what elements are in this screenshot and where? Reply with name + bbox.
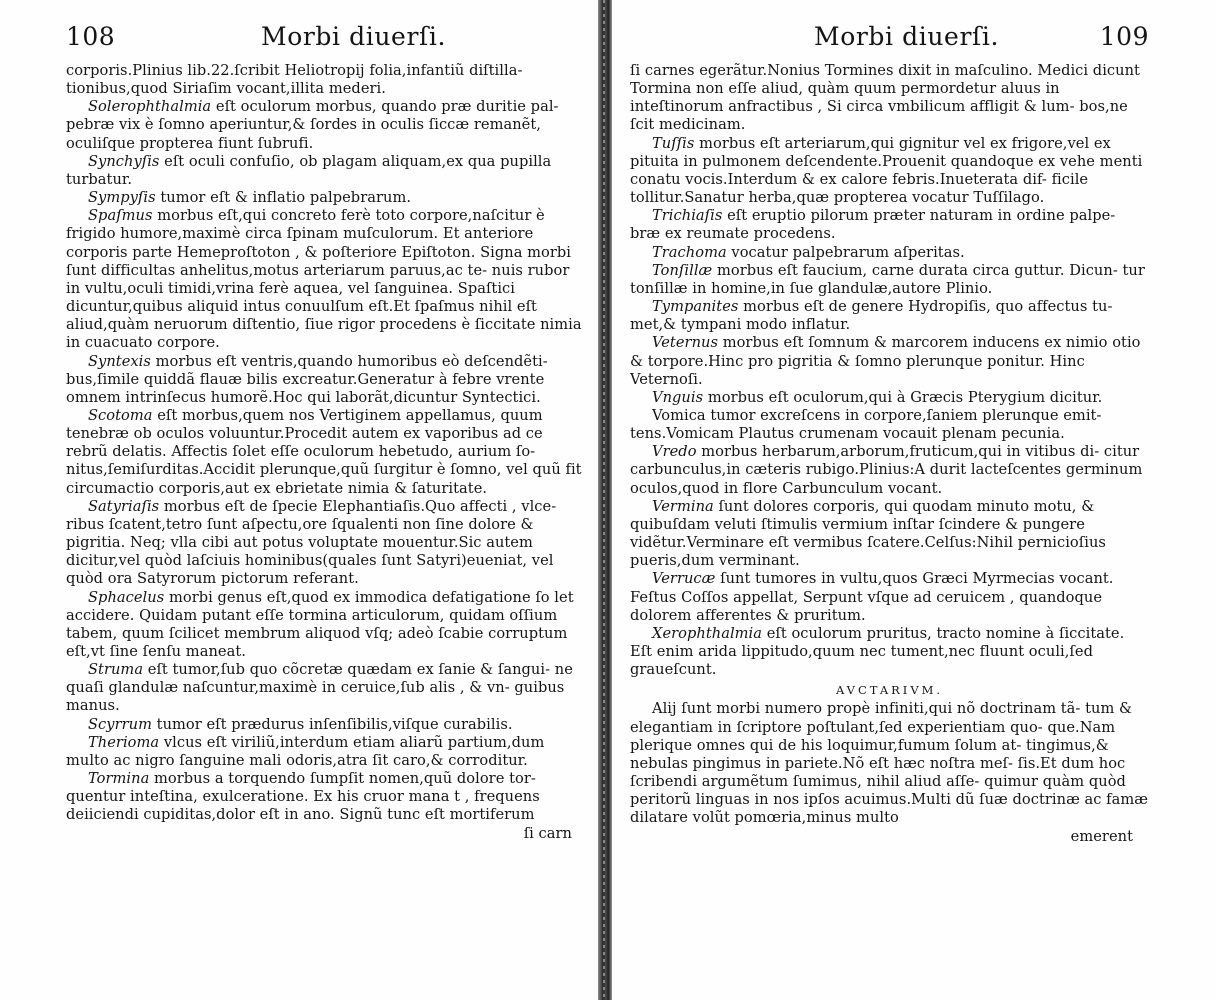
book-gutter	[598, 0, 612, 1000]
paragraph	[66, 207, 588, 352]
paragraph-text: ſi carnes egerãtur.Nonius Tormines dixit in maſculino. Medici dicunt Tormina non eſſe aliud, quàm quum permordetur aluus in inteſtinorum anfractibus , Si circa vmbilicum affligit & lum- bos,ne ſcit medicinam.	[630, 62, 1140, 134]
entry-term: Trichiaſis	[652, 207, 723, 225]
running-title: Morbi diuerſi.	[814, 22, 999, 51]
paragraph-text: eſt tumor,ſub quo cõcretæ quædam ex ſanie & ſangui- ne quaſi glandulæ naſcuntur,maximè in ceruice,ſub alis , & vn- guibus manus.	[66, 661, 573, 715]
paragraph	[66, 189, 588, 207]
paragraph-text: eſt oculi confuſio, ob plagam aliquam,ex qua pupilla turbatur.	[66, 152, 552, 188]
paragraph-text: morbus eſt ſomnum & marcorem inducens ex nimio otio & torpore.Hinc pro pigritia & ſomno plerunque ponitur. Hinc Veternoſi.	[630, 334, 1141, 388]
paragraph	[66, 62, 588, 98]
entry-term: Trachoma	[652, 243, 727, 261]
catchword: emerent	[1070, 827, 1133, 845]
paragraph	[630, 244, 1149, 262]
paragraph	[630, 262, 1149, 298]
entry-term: Therioma	[88, 733, 160, 751]
entry-term: Xerophthalmia	[652, 624, 763, 642]
entry-term: Vermina	[652, 497, 714, 515]
running-title: Morbi diuerſi.	[261, 22, 446, 51]
entry-term: Struma	[88, 661, 144, 679]
entry-term: Solerophthalmia	[88, 98, 212, 116]
closing-paragraph: Alij ſunt morbi numero propè infiniti,qui nõ doctrinam tã- tum & elegantiam in ſcriptore poſtulant,ſed experientiam quo- que.Nam plerique omnes qui de his loquimur,fumum ſolum at- tingimus,& nebulas pingimus in pariete.Nõ eſt hæc noſtra meſ- ſis.Et dum hoc ſcribendi argumẽtum ſumimus, nihil aliud aſſe- quimur quàm quòd peritorũ linguas in nos ipſos acuimus.Multi dũ ſuæ doctrinæ ac famæ dilatare volũt pomœria,minus multo	[630, 700, 1149, 827]
paragraph-text: ſunt tumores in vultu,quos Græci Myrmecias vocant. Feſtus Coſſos appellat, Serpunt vſque ad ceruicem , quandoque dolorem afferentes & pruritum.	[630, 570, 1114, 624]
left-page-header	[66, 22, 588, 56]
page-number: 108	[66, 22, 116, 51]
paragraph-text: Vomica tumor excreſcens in corpore,ſaniem plerunque emit- tens.Vomicam Plautus crumenam vocauit plenam pecunia.	[630, 406, 1102, 443]
entry-term: Verrucæ	[652, 570, 716, 588]
paragraph	[630, 334, 1149, 388]
section-heading: AVCTARIVM.	[835, 683, 944, 698]
entry-term: Vnguis	[652, 388, 704, 406]
paragraph-text: vocatur palpebrarum aſperitas.	[731, 243, 965, 261]
paragraph	[66, 353, 588, 407]
entry-term: Scyrrum	[88, 715, 152, 733]
paragraph-text: ſunt dolores corporis, qui quodam minuto motu, & quibuſdam veluti ſtimulis vermium inſtar ſcindere & pungere vidẽtur.Verminare eſt vermibus ſcatere.Celſus:Nihil pernicioſius pueris,dum verminant.	[630, 497, 1106, 570]
paragraph-text: eſt eruptio pilorum præter naturam in ordine palpe- bræ ex reumate procedens.	[630, 207, 1116, 243]
entry-term: Tuſſis	[652, 134, 695, 152]
paragraph	[66, 153, 588, 189]
entry-term: Veternus	[652, 334, 718, 352]
entry-term: Tormina	[88, 770, 150, 788]
paragraph	[630, 62, 1149, 135]
paragraph	[66, 589, 588, 662]
paragraph-text: morbi genus eſt,quod ex immodica defatigatione ſo let accidere. Quidam putant eſſe tormina articulorum, quidam oſſium tabem, quum ſcilicet membrum aliquod vſq; adeò ſcabie corruptum eſt,vt ſine ſenſu maneat.	[66, 588, 574, 660]
paragraph	[66, 770, 588, 824]
paragraph-text: morbus eſt arteriarum,qui gignitur vel ex frigore,vel ex pituita in pulmonem deſcendente.Prouenit quandoque ex vehe menti conatu vocis.Interdum & ex calore febris.Inueterata dif- ficile tollitur.Sanatur herba,quæ propterea vocatur Tuſſilago.	[630, 134, 1143, 207]
paragraph-text: morbus eſt,qui concreto ferè toto corpore,naſcitur è frigido humore,maximè circa ſpinam muſculorum. Et anteriore corporis parte Hemeproſtoton , & poſteriore Epiſtoton. Signa morbi ſunt difficultas anhelitus,motus arteriarum paruus,ac te- nuis rubor in vultu,oculi timidi,vrina ferè aquea, vel ſanguinea. Spaſtici dicuntur,quibus aliquid intus conuulſum eſt.Et ſpaſmus nihil eſt aliud,quàm neruorum diſtentio, ſiue rigor procedens è ſiccitate nimia in cuacuato corpore.	[66, 207, 582, 352]
paragraph-text: morbus a torquendo ſumpſit nomen,quũ dolore tor- quentur inteſtina, exulceratione. Ex his cruor mana t , frequens deiiciendi cupiditas,dolor eſt in ano. Signũ tunc eſt mortiferum	[66, 770, 540, 824]
paragraph	[630, 389, 1149, 407]
entry-term: Tonſillæ	[652, 261, 713, 279]
paragraph-text: morbus eſt faucium, carne durata circa guttur. Dicun- tur tonſillæ in homine,in ſue glandulæ,autore Plinio.	[630, 261, 1145, 297]
paragraph	[66, 716, 588, 734]
entry-term: Satyriaſis	[88, 497, 160, 515]
paragraph-text: morbus eſt de genere Hydropiſis, quo affectus tu- met,& tympani modo inflatur.	[630, 298, 1113, 334]
entry-term: Vredo	[652, 443, 697, 461]
paragraph-text: tumor eſt & inflatio palpebrarum.	[160, 189, 412, 207]
paragraph	[66, 734, 588, 770]
paragraph-text: morbus herbarum,arborum,fruticum,qui in vitibus di- citur carbunculus,in cæteris rubigo.Plinius:A durit lacteſcentes germinum oculos,quod in flore Carbunculum vocant.	[630, 443, 1143, 497]
entry-term: Syntexis	[88, 352, 151, 370]
paragraph-text: corporis.Plinius lib.22.ſcribit Heliotropij folia,infantiũ diſtilla- tionibus,quod Siriaſim vocant,illita mederi.	[66, 62, 523, 98]
paragraph	[66, 661, 588, 715]
left-page-body	[66, 62, 588, 843]
paragraph	[630, 625, 1149, 679]
paragraph	[630, 407, 1149, 443]
entry-term: Synchyſis	[88, 152, 160, 170]
paragraph	[630, 570, 1149, 624]
entry-term: Sphacelus	[88, 588, 165, 606]
right-page-header	[630, 22, 1149, 56]
right-page	[612, 0, 1215, 1000]
paragraph-text: eſt morbus,quem nos Vertiginem appellamus, quum tenebræ ob oculos voluuntur.Procedit autem ex vaporibus ad ce rebrũ delatis. Affectis ſolet eſſe oculorum hebetudo, aurium ſo- nitus,ſemiſurditas.Accidit plerunque,quũ ſurgitur è ſomno, vel quũ fit circumactio corporis,aut ex ebrietate nimia & ſaturitate.	[66, 406, 582, 497]
left-page	[0, 0, 598, 1000]
paragraph-text: eſt oculorum morbus, quando præ duritie pal- pebræ vix è ſomno aperiuntur,& ſordes in oculis ſiccæ remanẽt, oculiſque propterea fiunt ſubrufi.	[66, 98, 559, 152]
entry-term: Tympanites	[652, 298, 739, 316]
paragraph	[66, 98, 588, 152]
entry-term: Sympyſis	[88, 189, 156, 207]
paragraph-text: tumor eſt prædurus inſenſibilis,viſque curabilis.	[156, 715, 513, 733]
page-number: 109	[1099, 22, 1149, 51]
paragraph	[630, 298, 1149, 334]
paragraph	[630, 498, 1149, 571]
paragraph-text: morbus eſt de ſpecie Elephantiaſis.Quo affecti , vlce- ribus ſcatent,tetro ſunt aſpectu,ore ſqualenti non ſine dolore & pigritia. Neq; vlla cibi aut potus voluptate mouentur.Sic autem dicitur,vel quòd laſciuis hominibus(quales ſunt Satyri)eueniat, vel quòd ora Satyrorum pictorum referant.	[66, 497, 557, 588]
paragraph	[630, 207, 1149, 243]
entry-term: Spaſmus	[88, 207, 153, 225]
paragraph-text: morbus eſt oculorum,qui à Græcis Pterygium dicitur.	[707, 388, 1103, 406]
right-page-body	[630, 62, 1149, 846]
paragraph-text: morbus eſt ventris,quando humoribus eò deſcendẽti- bus,ſimile quiddã flauæ bilis excreatur.Generatur à febre vrente omnem intrinſecus humorẽ.Hoc qui laborãt,dicuntur Syntectici.	[66, 352, 548, 406]
paragraph	[66, 407, 588, 498]
paragraph-text: vlcus eſt viriliũ,interdum etiam aliarũ partium,dum multo ac nigro ſanguine mali odoris,atra ſit caro,& corroditur.	[66, 733, 545, 769]
paragraph-text: eſt oculorum pruritus, tracto nomine à ſiccitate. Eſt enim arida lippitudo,quum nec tument,nec fluunt oculi,ſed graueſcunt.	[630, 624, 1125, 679]
catchword: ſi carn	[523, 824, 572, 842]
paragraph	[66, 498, 588, 589]
entry-term: Scotoma	[88, 406, 153, 424]
paragraph	[630, 135, 1149, 208]
paragraph	[630, 443, 1149, 497]
